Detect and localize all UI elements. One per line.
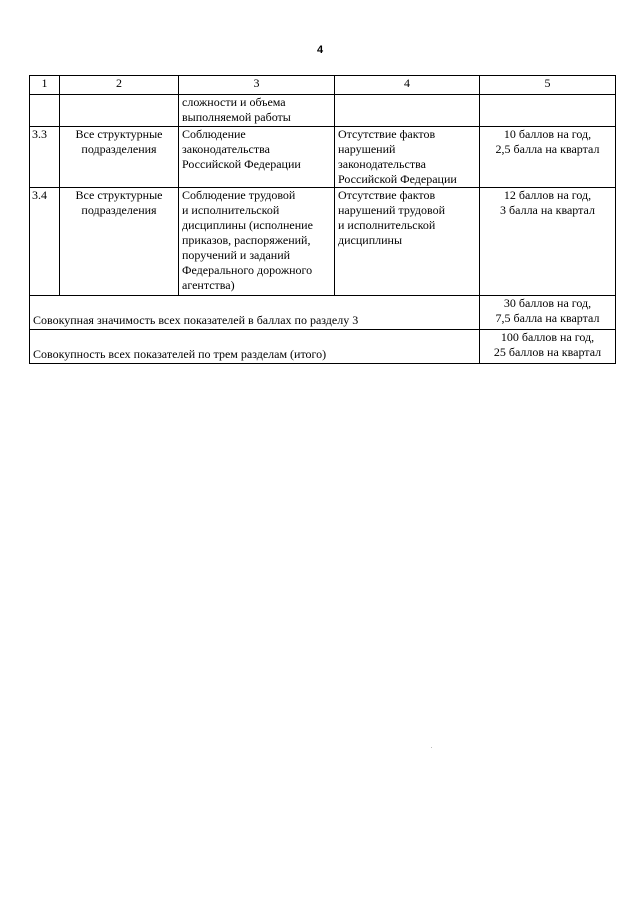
units-line: подразделения	[81, 142, 157, 156]
indicator-cell	[179, 95, 335, 127]
points-line: 10 баллов на год,	[503, 127, 592, 141]
units-cell	[60, 188, 179, 296]
points-cell	[480, 127, 616, 188]
total-value	[480, 296, 616, 330]
scan-speck	[431, 747, 432, 748]
indicator-line: выполняемой работы	[182, 110, 291, 124]
table-row	[30, 188, 616, 296]
indicators-table	[29, 75, 616, 364]
page-number: 4	[316, 44, 324, 56]
total-label: Совокупность всех показателей по трем разделам (итого)	[30, 330, 480, 364]
points-line: 3 балла на квартал	[500, 203, 595, 217]
indicator-cell	[179, 127, 335, 188]
criterion-cell	[335, 188, 480, 296]
total-value-line: 30 баллов на год,	[503, 296, 592, 310]
indicator-line: приказов, распоряжений,	[182, 233, 311, 247]
points-cell	[480, 188, 616, 296]
criterion-line: дисциплины	[338, 233, 403, 247]
row-number-cell	[30, 95, 60, 127]
criterion-cell	[335, 127, 480, 188]
column-number: 3	[179, 76, 335, 95]
indicator-line: Федерального дорожного	[182, 263, 313, 277]
indicator-line: Соблюдение	[182, 127, 246, 141]
total-row	[30, 330, 616, 364]
criterion-line: и исполнительской	[338, 218, 436, 232]
units-cell	[60, 127, 179, 188]
criterion-line: Отсутствие фактов	[338, 188, 436, 202]
indicator-line: и исполнительской	[182, 203, 280, 217]
total-value-line: 25 баллов на квартал	[493, 345, 602, 359]
indicator-line: Соблюдение трудовой	[182, 188, 296, 202]
indicator-cell	[179, 188, 335, 296]
criterion-line: законодательства	[338, 157, 426, 171]
units-line: Все структурные	[75, 188, 163, 202]
column-number: 1	[30, 76, 60, 95]
indicator-line: Российской Федерации	[182, 157, 301, 171]
column-number: 4	[335, 76, 480, 95]
units-cell	[60, 95, 179, 127]
units-line: подразделения	[81, 203, 157, 217]
points-line: 12 баллов на год,	[503, 188, 592, 202]
total-label: Совокупная значимость всех показателей в баллах по разделу 3	[30, 296, 480, 330]
criterion-cell	[335, 95, 480, 127]
indicator-line: агентства)	[182, 278, 235, 292]
indicator-line: законодательства	[182, 142, 270, 156]
column-number-row	[30, 76, 616, 95]
table-row	[30, 127, 616, 188]
criterion-line: Российской Федерации	[338, 172, 457, 186]
indicator-line: дисциплины (исполнение	[182, 218, 313, 232]
criterion-line: нарушений трудовой	[338, 203, 446, 217]
row-number-cell: 3.3	[30, 127, 60, 188]
criterion-line: нарушений	[338, 142, 396, 156]
total-value	[480, 330, 616, 364]
units-line: Все структурные	[75, 127, 163, 141]
indicator-line: поручений и заданий	[182, 248, 291, 262]
indicator-line: сложности и объема	[182, 95, 286, 109]
total-row	[30, 296, 616, 330]
criterion-line: Отсутствие фактов	[338, 127, 436, 141]
points-cell	[480, 95, 616, 127]
points-line: 2,5 балла на квартал	[495, 142, 600, 156]
total-value-line: 7,5 балла на квартал	[495, 311, 600, 325]
column-number: 2	[60, 76, 179, 95]
total-value-line: 100 баллов на год,	[500, 330, 595, 344]
row-number-cell: 3.4	[30, 188, 60, 296]
column-number: 5	[480, 76, 616, 95]
table-row	[30, 95, 616, 127]
